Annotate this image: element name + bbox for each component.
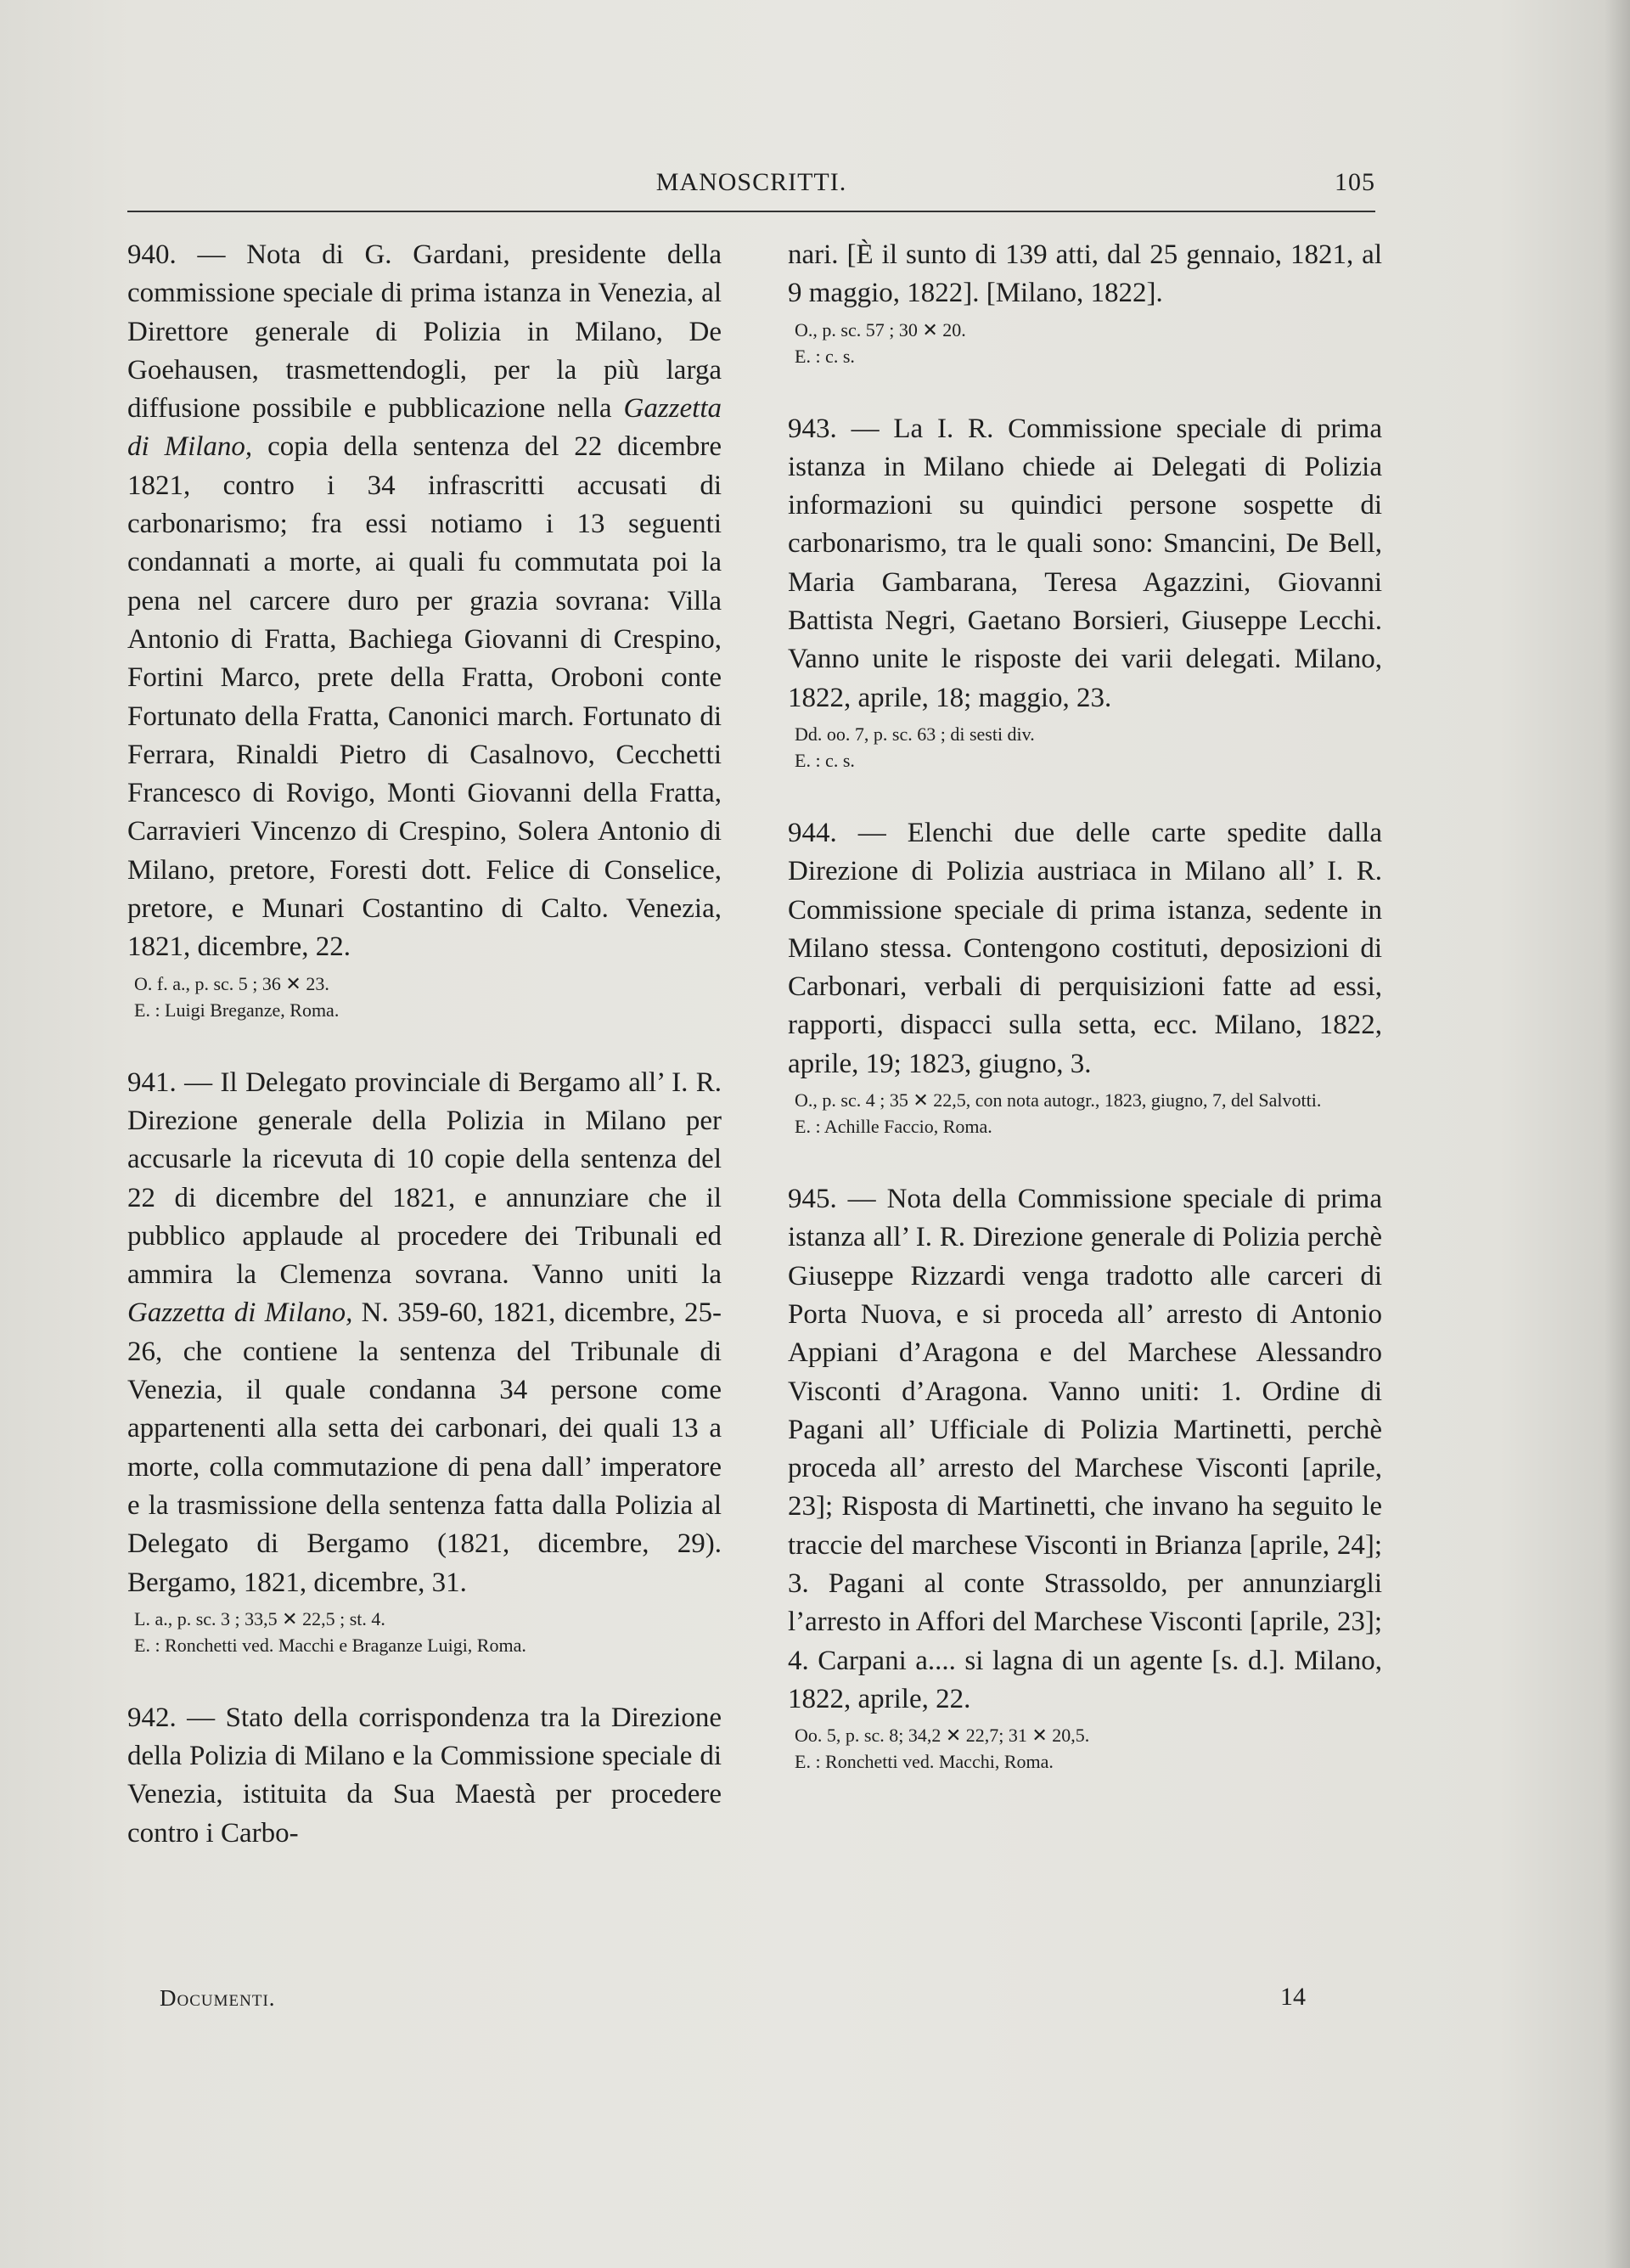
entry-text: 944. — Elenchi due delle carte spedite dalla Direzione di Polizia austriaca in Milano all’ I. R. Commissione speciale di prima istanza, sedente in Milano stessa. Contengono costituti, deposizioni di Carbonari, verbali di perquisizioni fatte ad essi, rapporti, dispacci sulla setta, ecc. Milano, 1822, aprile, 19; 1823, giugno, 3. (788, 817, 1382, 1079)
entry-meta: L. a., p. sc. 3 ; 33,5 ✕ 22,5 ; st. 4. E. : Ronchetti ved. Macchi e Braganze Luigi, Roma. (134, 1607, 526, 1656)
entry-meta: O. f. a., p. sc. 5 ; 36 ✕ 23. E. : Luigi Breganze, Roma. (134, 972, 340, 1021)
entry-text: nari. [È il sunto di 139 atti, dal 25 gennaio, 1821, al 9 maggio, 1822]. [Milano, 1822]. (788, 239, 1382, 309)
entry-text: 945. — Nota della Commissione speciale di prima istanza all’ I. R. Direzione generale di Polizia perchè Giuseppe Rizzardi venga tradotto alle carceri di Porta Nuova, e si proceda all’ arresto di Antonio Appiani d’Aragona e del Marchese Alessandro Visconti d’Aragona. Vanno uniti: 1. Ordine di Pagani all’ Ufficiale di Polizia Martinetti, perchè proceda all’ arresto del Marchese Visconti [aprile, 23]; Risposta di Martinetti, che invano ha seguito le traccie del marchese Visconti in Brianza [aprile, 24]; 3. Pagani al conte Strassoldo, per annunziargli l’arresto in Affori del Marchese Visconti [aprile, 23]; 4. Carpani a.... si lagna di un agente [s. d.]. Milano, 1822, aprile, 22. (788, 1184, 1382, 1714)
entry-942-continued (788, 236, 1382, 369)
entry-meta: Dd. oo. 7, p. sc. 63 ; di sesti div. E. : c. s. (795, 723, 1035, 771)
header-rule (127, 211, 1375, 212)
entry-940 (127, 236, 722, 1023)
entry-text: 943. — La I. R. Commissione speciale di prima istanza in Milano chiede ai Delegati di Polizia informazioni su quindici persone sospette di carbonarismo, tra le quali sono: Smancini, De Bell, Maria Gambarana, Teresa Agazzini, Giovanni Battista Negri, Gaetano Borsieri, Giuseppe Lecchi. Vanno unite le risposte dei varii delegati. Milano, 1822, aprile, 18; maggio, 23. (788, 413, 1382, 713)
entry-text: 941. — Il Delegato provinciale di Bergamo all’ I. R. Direzione generale della Polizia in Milano per accusarle la ricevuta di 10 copie della sentenza del 22 di dicembre del 1821, e annunziare che il pubblico applaude al procedere dei Tribunali ed ammira la Clemenza sovrana. Vanno uniti la Gazzetta di Milano, N. 359-60, 1821, dicembre, 25-26, che contiene la sentenza del Tribunale di Venezia, il quale condanna 34 persone come appartenenti alla setta dei carbonari, dei quali 13 a morte, colla commutazione di pena dall’ imperatore e la trasmissione della sentenza fatta dalla Polizia al Delegato di Bergamo (1821, dicembre, 29). Bergamo, 1821, dicembre, 31. (127, 1066, 722, 1598)
entry-943 (788, 410, 1382, 774)
entry-meta: Oo. 5, p. sc. 8; 34,2 ✕ 22,7; 31 ✕ 20,5. E. : Ronchetti ved. Macchi, Roma. (795, 1725, 1090, 1773)
entry-945 (788, 1180, 1382, 1775)
footer-signature: Documenti. (160, 1985, 276, 2011)
page-header (127, 163, 1375, 205)
entry-942 (127, 1699, 722, 1853)
entry-text: 942. — Stato della corrispondenza tra la Direzione della Polizia di Milano e la Commissione speciale di Venezia, istituita da Sua Maestà per procedere contro i Carbo- (127, 1702, 722, 1849)
entry-meta: O., p. sc. 57 ; 30 ✕ 20. E. : c. s. (795, 318, 966, 367)
footer-number: 14 (1280, 1983, 1306, 2011)
entry-944 (788, 814, 1382, 1140)
left-column (127, 236, 722, 1853)
entry-meta: O., p. sc. 4 ; 35 ✕ 22,5, con nota autogr., 1823, giugno, 7, del Salvotti. E. : Achille Faccio, Roma. (795, 1089, 1322, 1138)
page-number: 105 (1335, 168, 1375, 196)
page-edge-shadow (1605, 0, 1630, 2268)
entry-941 (127, 1064, 722, 1658)
running-head: MANOSCRITTI. (655, 168, 847, 196)
right-column (788, 236, 1382, 1775)
entry-text: 940. — Nota di G. Gardani, presidente della commissione speciale di prima istanza in Venezia, al Direttore generale di Polizia in Milano, De Goehausen, trasmettendogli, per la più larga diffusione possibile e pubblicazione nella Gazzetta di Milano, copia della sentenza del 22 dicembre 1821, contro i 34 infrascritti accusati di carbonarismo; fra essi notiamo i 13 seguenti condannati a morte, ai quali fu commutata poi la pena nel carcere duro per grazia sovrana: Villa Antonio di Fratta, Bachiega Giovanni di Crespino, Fortini Marco, prete della Fratta, Oroboni conte Fortunato della Fratta, Canonici march. Fortunato di Ferrara, Rinaldi Pietro di Casalnovo, Cecchetti Francesco di Rovigo, Monti Giovanni della Fratta, Carravieri Vincenzo di Crespino, Solera Antonio di Milano, pretore, Foresti dott. Felice di Conselice, pretore, e Munari Costantino di Calto. Venezia, 1821, dicembre, 22. (127, 239, 722, 963)
